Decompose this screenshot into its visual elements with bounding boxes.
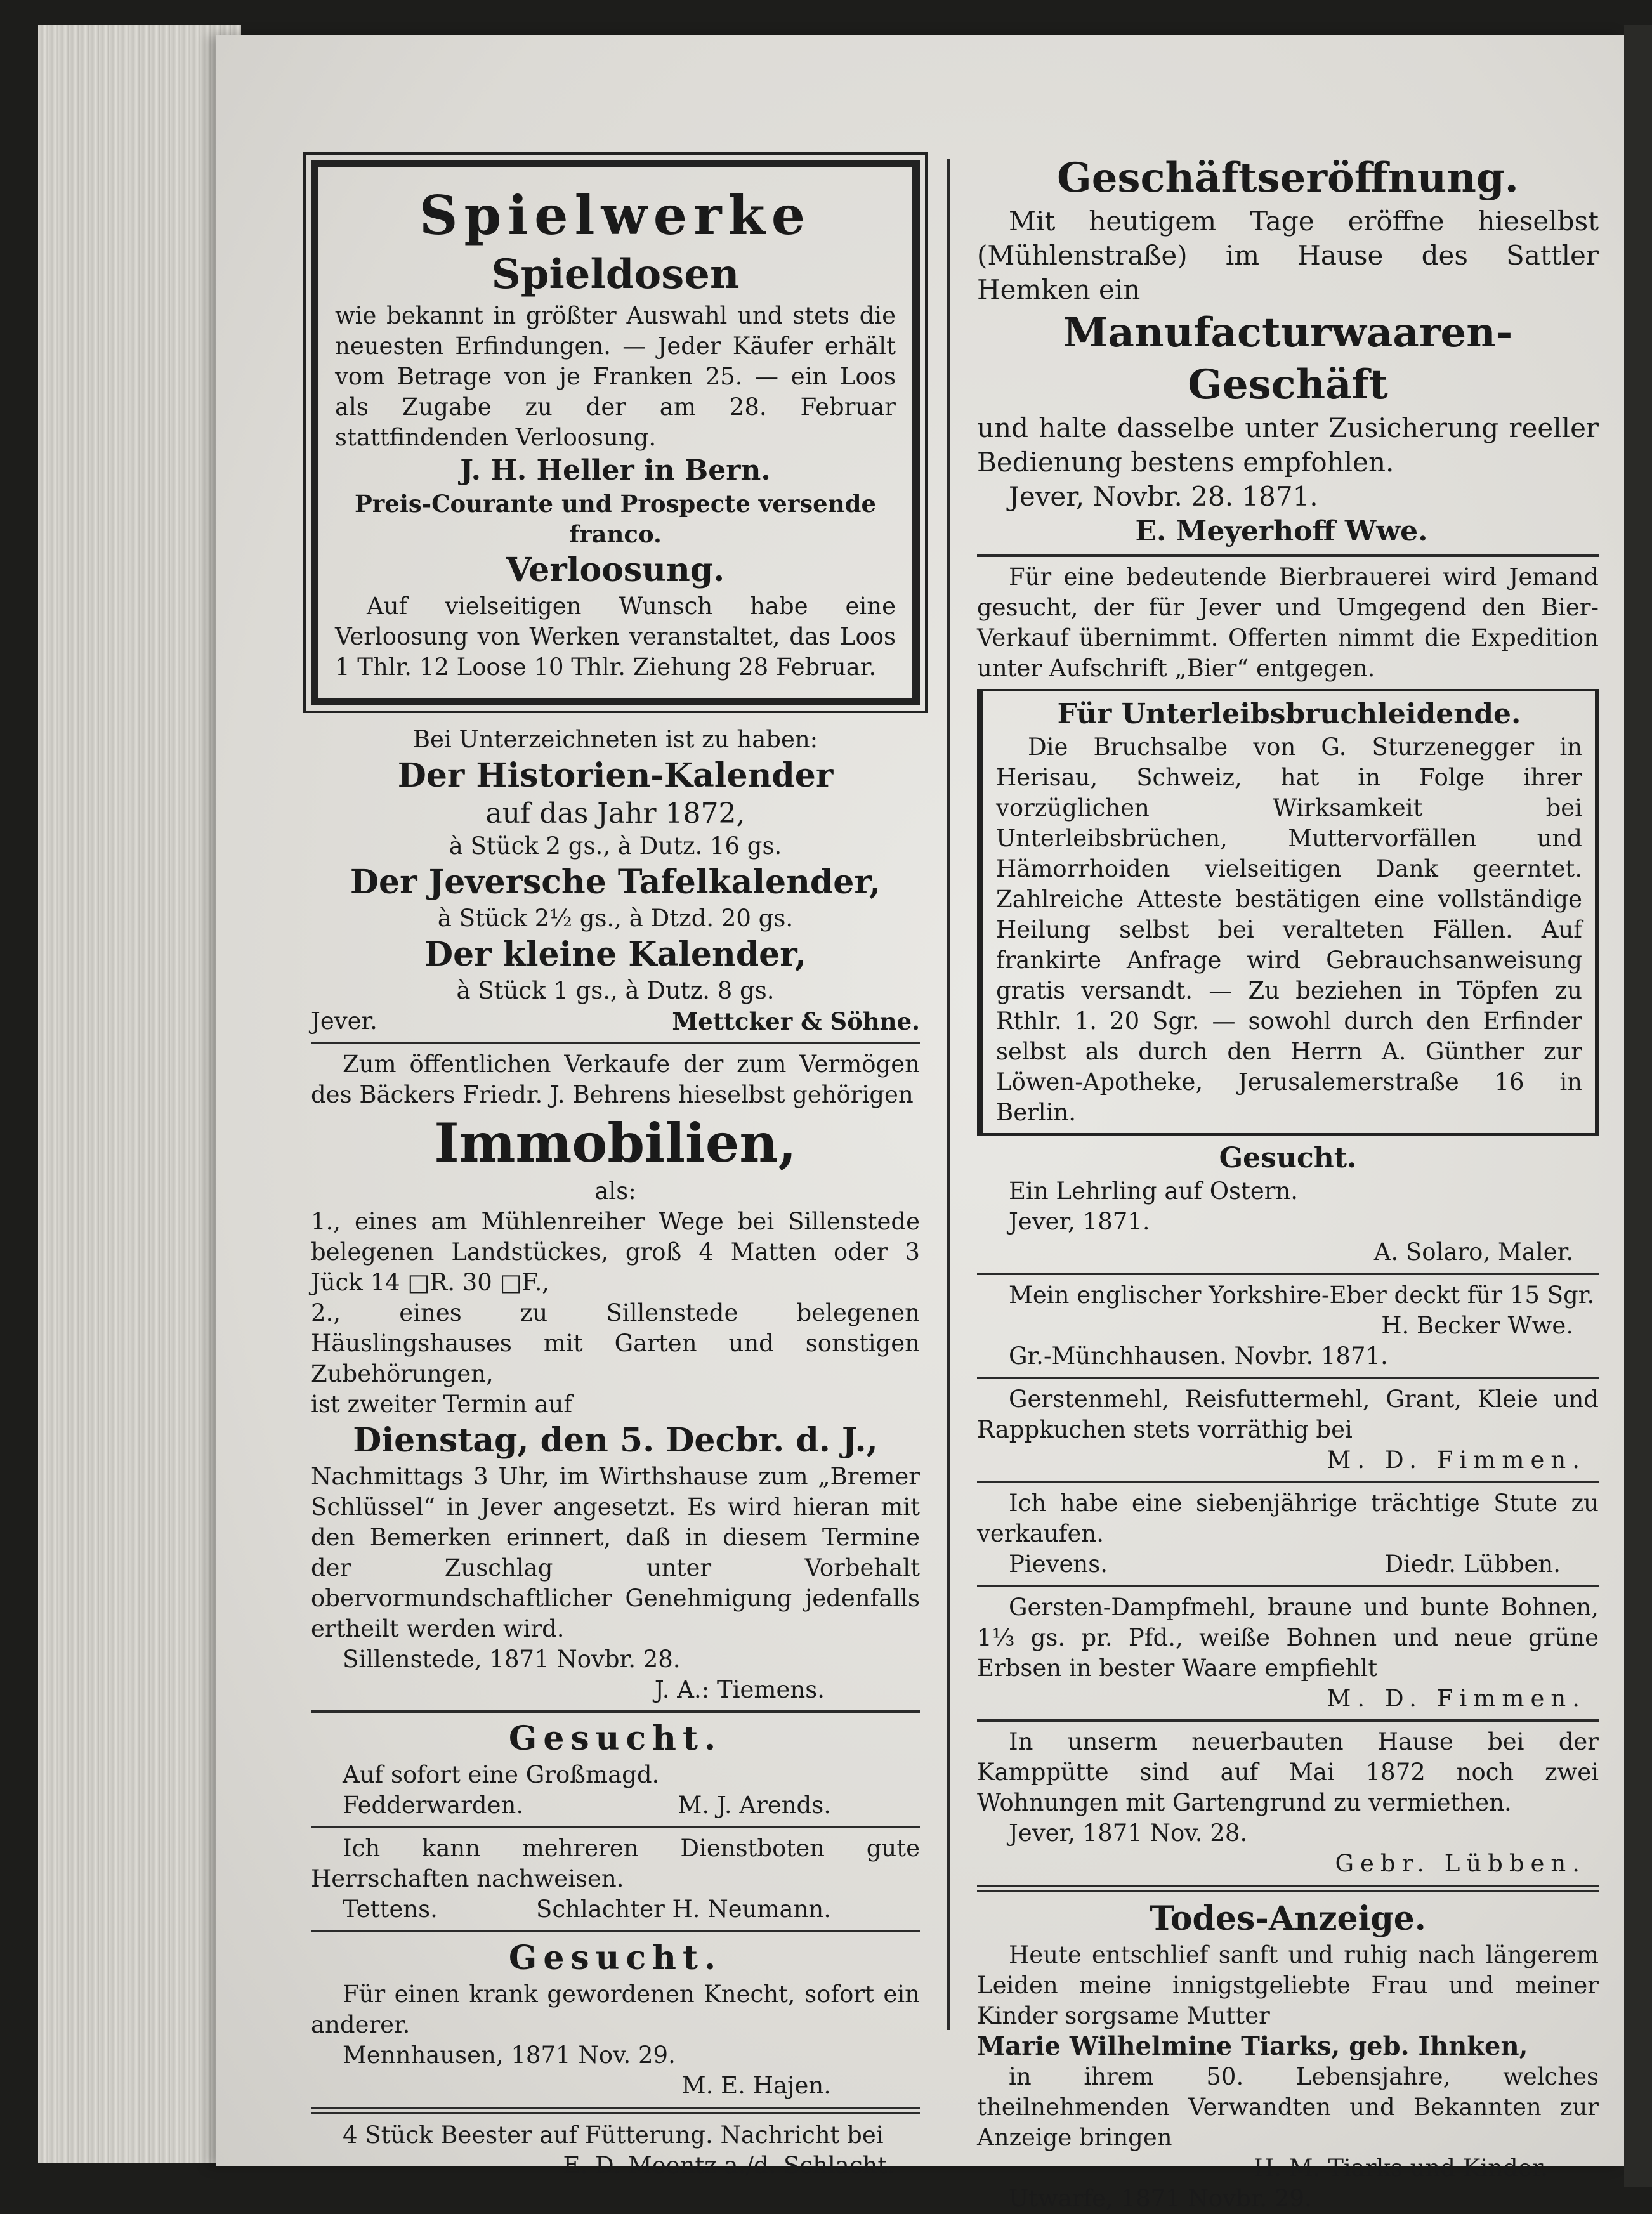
kalender-year: auf das Jahr 1872, [485, 797, 745, 830]
geschaeftseroeffnung-title: Geschäftseröffnung. [1057, 154, 1519, 202]
gesucht-title: Gesucht. [1219, 1142, 1357, 1174]
todesanzeige-place-date: Utwarfe, 1871 Novbr. 29. [1009, 2185, 1312, 2212]
todesanzeige-person: Marie Wilhelmine Tiarks, geb. Ihnken, [977, 2031, 1528, 2061]
right-column [977, 152, 1599, 2214]
tafelkalender-title: Der Jeversche Tafelkalender, [350, 863, 881, 901]
immobilien-termin: ist zweiter Termin auf [311, 1391, 573, 1418]
geschaeftseroeffnung-ad [977, 152, 1599, 549]
gesucht-signature-row [311, 1790, 920, 1821]
kalender-firm: Mettcker & Söhne. [672, 1007, 920, 1035]
immobilien-title: Immobilien, [434, 1111, 797, 1174]
spielwerke-ad [311, 160, 920, 705]
dienstboten-body: Ich kann mehreren Dienstboten gute Herrschaften nachweisen. [311, 1835, 920, 1892]
kalender-ad [311, 724, 920, 1037]
geschaeftseroeffnung-body: Mit heutigem Tage eröffne hieselbst (Mühlenstraße) im Hause des Sattler Hemken ein [977, 206, 1599, 305]
dienstboten-place: Tettens. [343, 1896, 438, 1923]
wohnungen-name: Gebr. Lübben. [1335, 1850, 1586, 1877]
gerstenmehl-body: Gerstenmehl, Reisfuttermehl, Grant, Kleie und Rappkuchen stets vorräthig bei [977, 1385, 1599, 1443]
todesanzeige-body2: in ihrem 50. Lebensjahre, welches theilnehmenden Verwandten und Bekannten zur Anzeige bringen [977, 2063, 1599, 2151]
rule [977, 554, 1599, 557]
rule [977, 1377, 1599, 1379]
immobilien-signature: J. A.: Tiemens. [654, 1676, 825, 1703]
kalender-price2: à Stück 2½ gs., à Dtzd. 20 gs. [437, 905, 794, 932]
page-right-edge [1624, 25, 1652, 2187]
rule [311, 1042, 920, 1044]
beester-line2: E. D. Meentz a./d. Schlacht. [563, 2152, 895, 2179]
eber-ad [977, 1280, 1599, 1372]
eber-name: H. Becker Wwe. [1381, 1312, 1573, 1339]
rule [977, 1481, 1599, 1483]
rule [311, 1710, 920, 1713]
gesucht-body: Für einen krank gewordenen Knecht, sofort ein anderer. [311, 1981, 920, 2038]
bruchsalbe-body: Die Bruchsalbe von G. Sturzenegger in Herisau, Schweiz, hat in Folge ihrer vorzüglichen Wirksamkeit bei Unterleibsbrüchen, Muttervorfällen und Hämorrhoiden vielseitigen Dank geerntet. Zahlreiche Atteste bestätigen eine vollständige Heilung selbst bei veralteten Fällen. Auf frankirte Anfrage wird Gebrauchsanweisung gratis versandt. — Zu beziehen in Töpfen zu Rthlr. 1. 20 Sgr. — sowohl durch den Erfinder selbst als durch den Herrn A. Günther zur Löwen-Apotheke, Jerusalemerstraße 16 in Berlin. [996, 733, 1582, 1126]
immobilien-intro: Zum öffentlichen Verkaufe der zum Vermögen des Bäckers Friedr. J. Behrens hieselbst gehörigen [311, 1051, 920, 1108]
stute-place: Pievens. [1009, 1550, 1108, 1578]
wohnungen-place-date: Jever, 1871 Nov. 28. [1009, 1819, 1248, 1847]
wohnungen-body: In unserm neuerbauten Hause bei der Kamppütte sind auf Mai 1872 noch zwei Wohnungen mit Gartengrund zu vermiethen. [977, 1728, 1599, 1816]
column-divider [947, 159, 950, 2030]
manufacturwaaren-title: Manufacturwaaren-Geschäft [1063, 309, 1513, 409]
spieldosen-subtitle: Spieldosen [491, 251, 740, 298]
bruchsalbe-title: Für Unterleibsbruchleidende. [1057, 698, 1521, 730]
gesucht-place-date: Jever, 1871. [1009, 1208, 1150, 1235]
dienstboten-ad [311, 1833, 920, 1925]
kalender-price1: à Stück 2 gs., à Dutz. 16 gs. [449, 832, 782, 860]
gesucht-name: A. Solaro, Maler. [1373, 1238, 1573, 1266]
stute-name: Diedr. Lübben. [1384, 1550, 1561, 1578]
immobilien-ad [311, 1049, 920, 1705]
gesucht-name: M. J. Arends. [678, 1792, 831, 1819]
todesanzeige-signature: H. M. Tiarks und Kinder. [1254, 2154, 1548, 2182]
gerstenmehl-ad [977, 1384, 1599, 1476]
gesucht-place-date: Mennhausen, 1871 Nov. 29. [343, 2041, 676, 2069]
todesanzeige-ad [977, 1898, 1599, 2214]
bohnen-body: Gersten-Dampfmehl, braune und bunte Bohnen, 1⅓ gs. pr. Pfd., weiße Bohnen und neue grüne Erbsen in bester Waare empfiehlt [977, 1594, 1599, 1682]
rule [977, 1273, 1599, 1275]
gesucht-body: Ein Lehrling auf Ostern. [1009, 1177, 1299, 1205]
double-rule [311, 2107, 920, 2114]
immobilien-als: als: [594, 1177, 636, 1205]
immobilien-body: Nachmittags 3 Uhr, im Wirthshause zum „Bremer Schlüssel“ in Jever angesetzt. Es wird hieran mit den Bemerken erinnert, daß in diesem Termine der Zuschlag unter Vorbehalt obervormundschaftlicher Genehmigung jedenfalls ertheilt werden wird. [311, 1463, 920, 1642]
spielwerke-firm: J. H. Heller in Bern. [460, 454, 771, 487]
todesanzeige-body: Heute entschlief sanft und ruhig nach längerem Leiden meine innigstgeliebte Frau und meiner Kinder sorgsame Mutter [977, 1941, 1599, 2029]
kalender-price3: à Stück 1 gs., à Dutz. 8 gs. [456, 977, 775, 1004]
immobilien-item2: 2., eines zu Sillenstede belegenen Häuslingshauses mit Garten und sonstigen Zubehörungen, [311, 1299, 920, 1387]
eber-body: Mein englischer Yorkshire-Eber deckt für 15 Sgr. [1009, 1281, 1595, 1309]
geschaeftseroeffnung-name: E. Meyerhoff Wwe. [1135, 515, 1428, 547]
stute-signature-row [977, 1549, 1599, 1580]
kalender-intro: Bei Unterzeichneten ist zu haben: [412, 726, 818, 753]
gesucht-grossmagd-ad [311, 1718, 920, 1821]
geschaeftseroeffnung-body2: und halte dasselbe unter Zusicherung reeller Bedienung bestens empfohlen. [977, 412, 1599, 478]
gesucht-title: Gesucht. [508, 1719, 723, 1758]
double-rule [977, 1885, 1599, 1892]
immobilien-date: Dienstag, den 5. Decbr. d. J., [353, 1421, 878, 1460]
dienstboten-signature-row [311, 1894, 920, 1925]
eber-place-date: Gr.-Münchhausen. Novbr. 1871. [1009, 1342, 1388, 1370]
stute-body: Ich habe eine siebenjährige trächtige Stute zu verkaufen. [977, 1490, 1599, 1547]
dienstboten-name: Schlachter H. Neumann. [535, 1896, 831, 1923]
rule [311, 1930, 920, 1932]
kleine-kalender-title: Der kleine Kalender, [424, 935, 806, 974]
verloosung-body: Auf vielseitigen Wunsch habe eine Verloosung von Werken veranstaltet, das Loos 1 Thlr. 12 Loose 10 Thlr. Ziehung 28 Februar. [335, 593, 896, 681]
gesucht-name: M. E. Hajen. [681, 2072, 831, 2099]
left-column [311, 152, 920, 2181]
verloosung-title: Verloosung. [506, 551, 725, 589]
rule [977, 1585, 1599, 1587]
gesucht-place: Fedderwarden. [343, 1792, 524, 1819]
kalender-place: Jever. [311, 1007, 377, 1035]
rule [977, 1719, 1599, 1722]
rule [311, 1826, 920, 1828]
spielwerke-body: wie bekannt in größter Auswahl und stets die neuesten Erfindungen. — Jeder Käufer erhält vom Betrage von je Franken 25. — ein Loos als Zugabe zu der am 28. Februar stattfindenden Verloosung. [335, 302, 896, 451]
spielwerke-price-note: Preis-Courante und Prospecte versende franco. [354, 490, 877, 548]
gesucht-lehrling-ad [977, 1141, 1599, 1267]
bruchsalbe-ad [977, 689, 1599, 1136]
book-page-edges [38, 25, 241, 2163]
gerstenmehl-name: M. D. Fimmen. [1327, 1446, 1586, 1474]
historien-kalender-title: Der Historien-Kalender [397, 756, 834, 795]
bier-body: Für eine bedeutende Bierbrauerei wird Jemand gesucht, der für Jever und Umgegend den Bier-Verkauf übernimmt. Offerten nimmt die Expedition unter Aufschrift „Bier“ entgegen. [977, 563, 1599, 682]
gesucht-title: Gesucht. [508, 1939, 723, 1977]
bohnen-name: M. D. Fimmen. [1327, 1685, 1586, 1712]
gesucht-body: Auf sofort eine Großmagd. [343, 1761, 660, 1788]
todesanzeige-title: Todes-Anzeige. [1150, 1899, 1426, 1938]
beester-line1: 4 Stück Beester auf Fütterung. Nachricht bei [343, 2121, 884, 2149]
gesucht-knecht-ad [311, 1937, 920, 2101]
kalender-signature-row [311, 1006, 920, 1037]
immobilien-item1: 1., eines am Mühlenreiher Wege bei Sillenstede belegenen Landstückes, groß 4 Matten oder 3 Jück 14 □R. 30 □F., [311, 1208, 920, 1296]
wohnungen-ad [977, 1727, 1599, 1879]
geschaeftseroeffnung-place-date: Jever, Novbr. 28. 1871. [1009, 481, 1318, 512]
spielwerke-title: Spielwerke [419, 184, 812, 247]
bohnen-ad [977, 1592, 1599, 1714]
stute-ad [977, 1488, 1599, 1580]
immobilien-place-date: Sillenstede, 1871 Novbr. 28. [343, 1646, 681, 1673]
beester-ad [311, 2120, 920, 2181]
bier-ad [977, 562, 1599, 684]
